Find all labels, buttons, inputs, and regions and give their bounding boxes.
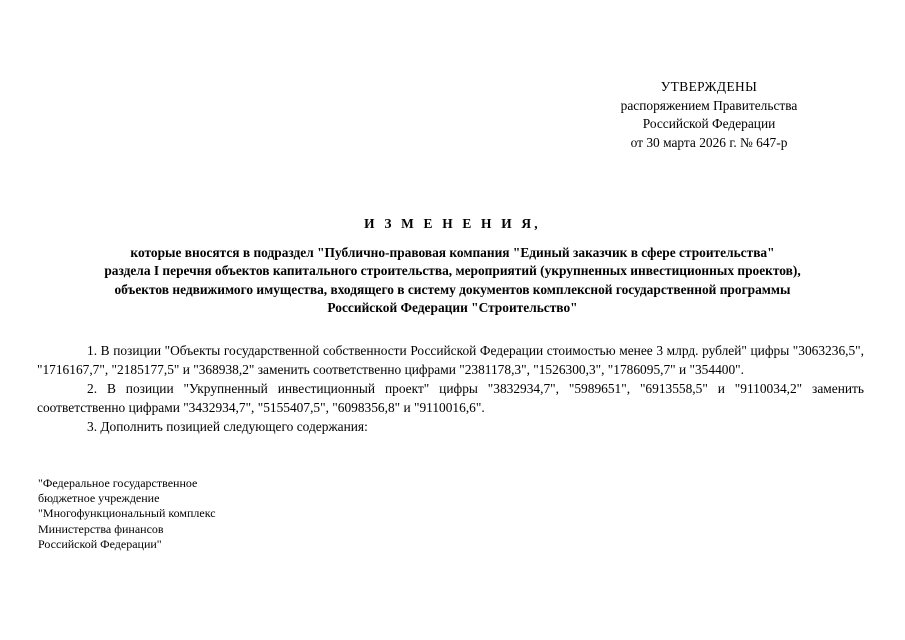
quote-line: "Многофункциональный комплекс (38, 506, 216, 521)
paragraph-3: 3. Дополнить позицией следующего содержания: (87, 419, 368, 434)
subtitle-line: которые вносятся в подраздел "Публично-правовая компания "Единый заказчик в сфере строительства" (130, 245, 775, 260)
quote-line: Российской Федерации" (38, 536, 162, 551)
approval-heading: УТВЕРЖДЕНЫ (660, 79, 758, 94)
approval-block (579, 78, 839, 152)
subtitle-line: Российской Федерации "Строительство" (327, 300, 578, 316)
paragraph-2: 2. В позиции "Укрупненный инвестиционный проект" цифры "3832934,7", "5989651", "6913558,5" и "9110034,2" заменить соответственно цифрами "3432934,7", "5155407,5", "6098356,8" и "9110016,6". (37, 381, 864, 415)
approval-line: Российской Федерации (642, 116, 776, 131)
document-body (37, 341, 864, 436)
subtitle-line: раздела I перечня объектов капитального строительства, мероприятий (укрупненных инвестиционных проектов), (104, 263, 801, 279)
document-title (40, 215, 865, 318)
quoted-position (38, 476, 216, 552)
title-subtitle (40, 244, 865, 318)
quote-line: "Федеральное государственное (38, 476, 198, 490)
subtitle-line: объектов недвижимого имущества, входящего в систему документов комплексной государственной программы (114, 281, 791, 297)
quote-line: бюджетное учреждение (38, 491, 160, 506)
paragraph-1: 1. В позиции "Объекты государственной собственности Российской Федерации стоимостью менее 3 млрд. рублей" цифры "3063236,5", "1716167,7", "2185177,5" и "368938,2" заменить соответственно цифрами "2381178,3", "1526300,3", "1786095,7" и "354400". (37, 343, 864, 377)
approval-date-line: от 30 марта 2026 г. № 647-р (630, 134, 788, 150)
approval-line: распоряжением Правительства (620, 97, 798, 113)
title-main: И З М Е Н Е Н И Я, (364, 216, 541, 231)
quote-line: Министерства финансов (38, 521, 164, 536)
